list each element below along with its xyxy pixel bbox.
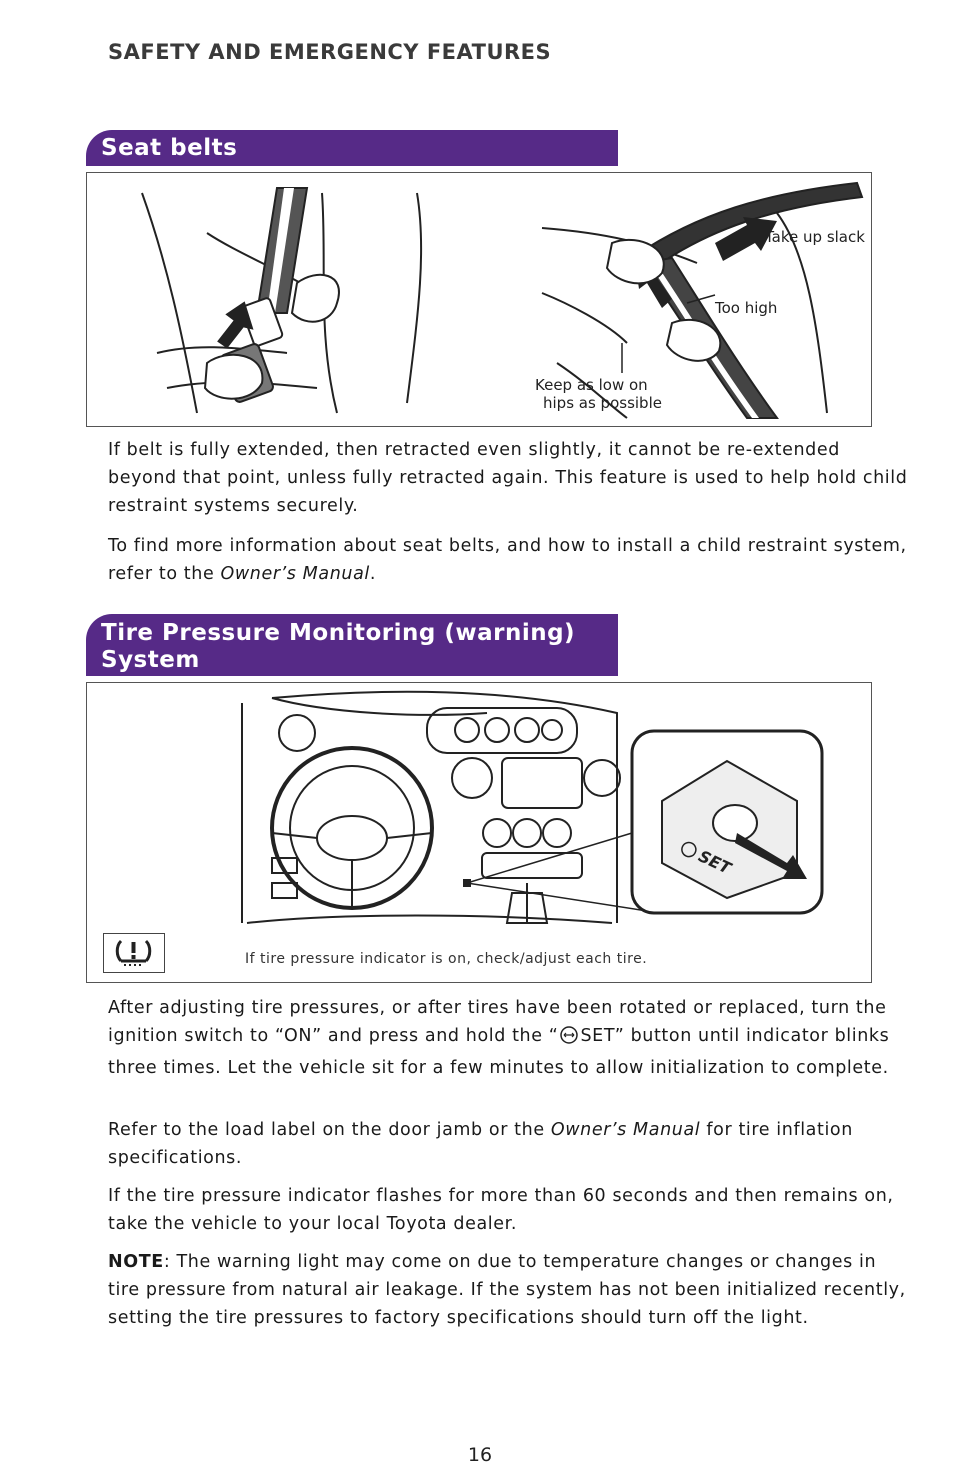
tpms-paragraph-1: After adjusting tire pressures, or after tires have been rotated or replaced, turn the ignition switch to “ON” and press and hold the “ SET” button until indicator blinks three times. Let the vehicle sit for a few minutes to allow initialization to complete. bbox=[108, 998, 890, 1078]
tpms-illustration bbox=[86, 682, 872, 983]
tpms-heading bbox=[86, 614, 618, 676]
callout-take-up-slack: Take up slack bbox=[765, 228, 865, 246]
section-header: SAFETY AND EMERGENCY FEATURES bbox=[108, 40, 552, 64]
seat-belts-heading: Seat belts bbox=[86, 130, 618, 166]
owners-manual-ref-2: Owner’s Manual bbox=[550, 1120, 701, 1140]
page-number: 16 bbox=[467, 1444, 493, 1466]
seat-belt-paragraph-1: If belt is fully extended, then retracted even slightly, it cannot be re-extended beyond that point, unless fully retracted again. This feature is used to help hold child restraint systems securely. bbox=[108, 440, 908, 516]
seat-belt-paragraph-2: To find more information about seat belts, and how to install a child restraint system, refer to the Owner’s Manual. bbox=[108, 536, 907, 584]
callout-keep-low-line1: Keep as low on bbox=[535, 376, 648, 394]
tpms-note: NOTE: The warning light may come on due to temperature changes or changes in tire pressure from natural air leakage. If the system has not been initialized recently, setting the tire pressures to factory specifications should turn off the light. bbox=[108, 1252, 906, 1328]
note-label: NOTE bbox=[108, 1252, 164, 1272]
callout-keep-low-line2: hips as possible bbox=[543, 394, 662, 412]
tpms-warning-icon bbox=[103, 933, 165, 973]
tpms-heading-line1: Tire Pressure Monitoring (warning) bbox=[101, 620, 576, 646]
seat-belt-illustration bbox=[86, 172, 872, 427]
callout-too-high: Too high bbox=[715, 299, 778, 317]
tpms-figure-caption: If tire pressure indicator is on, check/adjust each tire. bbox=[245, 951, 648, 967]
svg-text:SET: SET bbox=[695, 846, 734, 878]
dashboard-drawing bbox=[87, 683, 870, 981]
owners-manual-ref: Owner’s Manual bbox=[220, 564, 370, 584]
tpms-heading-line2: System bbox=[101, 647, 200, 673]
set-icon bbox=[558, 1025, 580, 1054]
tpms-paragraph-3: If the tire pressure indicator flashes for more than 60 seconds and then remains on, take the vehicle to your local Toyota dealer. bbox=[108, 1186, 894, 1234]
tpms-paragraph-2: Refer to the load label on the door jamb or the Owner’s Manual for tire inflation specifications. bbox=[108, 1120, 853, 1168]
